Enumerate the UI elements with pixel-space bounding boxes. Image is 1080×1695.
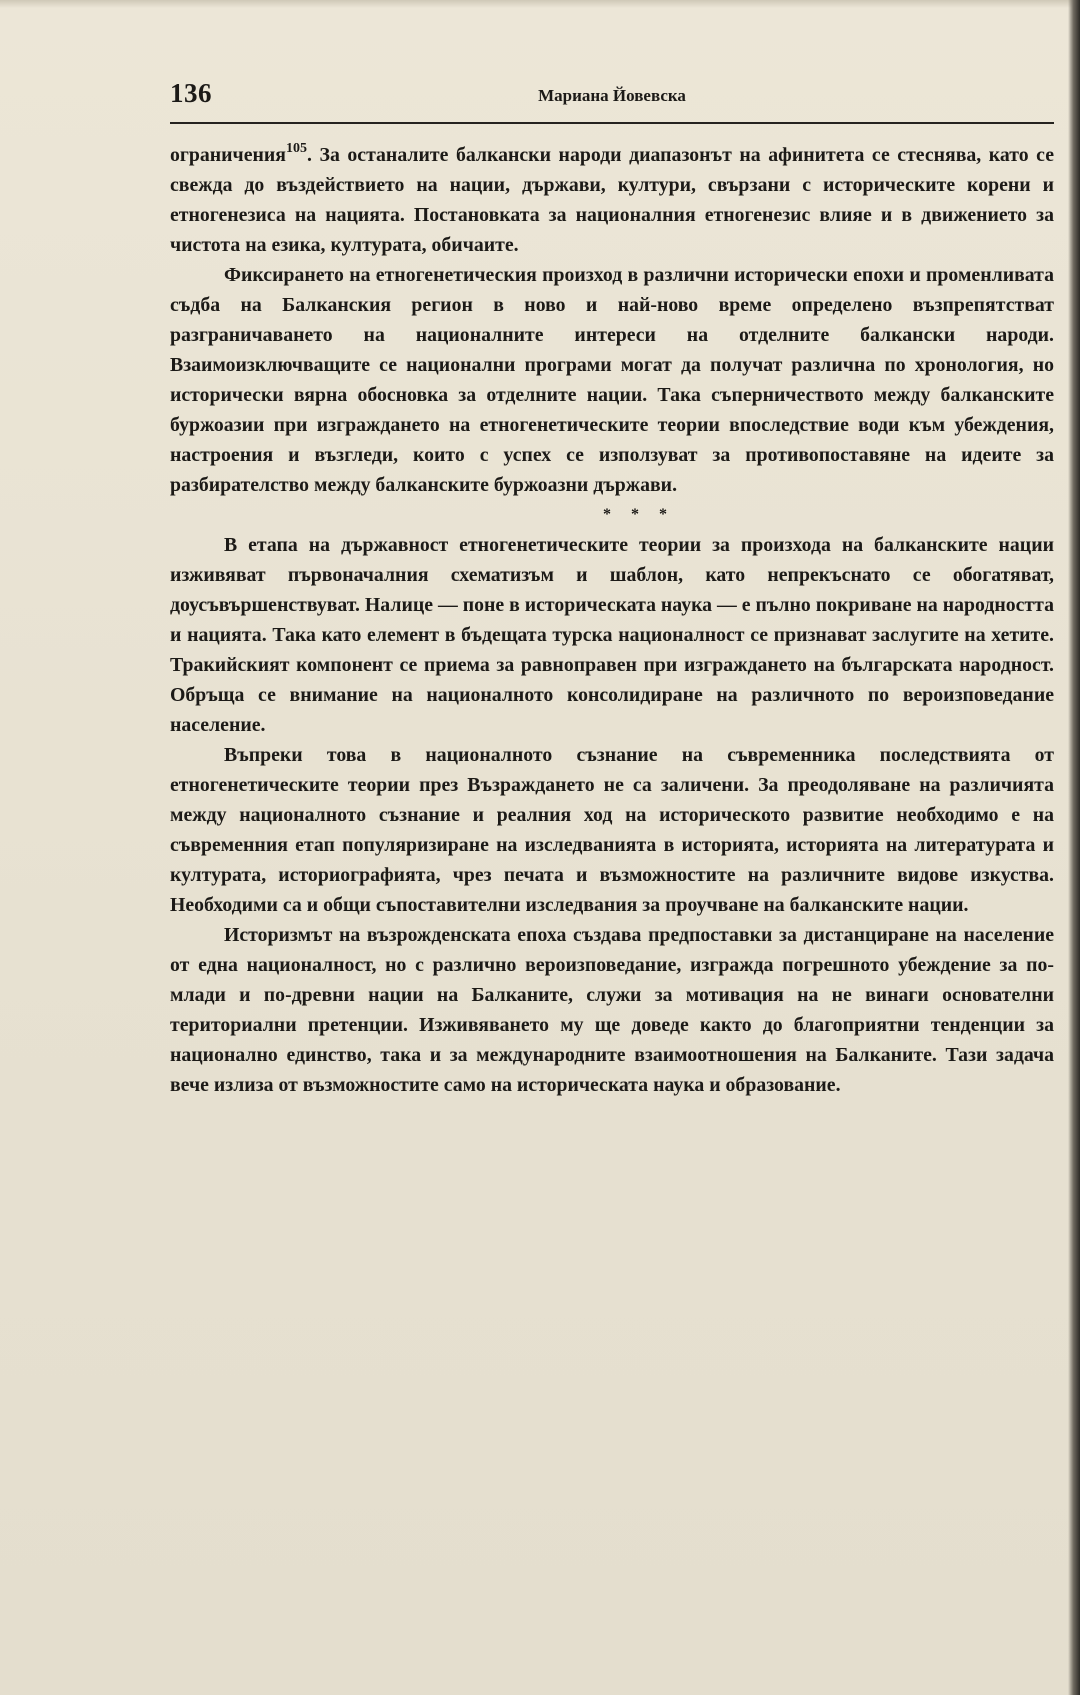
page-top-shadow (0, 0, 1080, 8)
body-text (170, 140, 1054, 1100)
paragraph-5: Историзмът на възрожденската епоха създава предпоставки за дистанциране на население от една националност, но с различно вероизповедание, изгражда погрешното убеждение за по-млади и по-древни нации на Балканите, служи за мотивация на не винаги основателни териториални претенции. Изживяването му ще доведе както до благоприятни тенденции за национално единство, така и за международните взаимоотношения на Балканите. Тази задача вече излиза от възможностите само на историческата наука и образование. (170, 924, 1054, 1096)
paragraph-3: В етапа на държавност етногенетическите теории за произхода на балканските нации изживяват първоначалния схематизъм и шаблон, като непрекъснато се обогатяват, доусъвършенствуват. Налице — поне в историческата наука — е пълно покриване на народността и нацията. Така като елемент в бъдещата турска националност се признават заслугите на хетите. Тракийският компонент се приема за равноправен при изграждането на българската народност. Обръща се внимание на националното консолидиране на различното по вероизповедание население. (170, 534, 1054, 736)
page-header (170, 78, 1054, 118)
section-break-asterism: * * * (603, 506, 675, 523)
running-title: Мариана Йовевска (538, 86, 686, 105)
page-binding-edge (1068, 0, 1080, 1695)
paragraph-2: Фиксирането на етногенетическия произход в различни исторически епохи и променливата съдба на Балканския регион в ново и най-ново време определено възпрепятстват разграничаването на националните интереси на отделните балкански народи. Взаимоизключващите се национални програми могат да получат различна по хронология, но исторически вярна обосновка за отделните нации. Така съперничеството между балканските буржоазии при изграждането на етногенетическите теории впоследствие води към убеждения, настроения и възгледи, които с успех се използуват за противопоставяне на идеите за разбирателство между балканските буржоазни държави. (170, 264, 1054, 496)
paragraph-4: Въпреки това в националното съзнание на съвременника последствията от етногенетическите теории през Възраждането не са заличени. За преодоляване на различията между националното съзнание и реалния ход на историческото развитие необходимо е на съвременния етап популяризиране на изследванията в историята, историята на литературата и културата, историографията, чрез печата и възможностите на различните видове изкуства. Необходими са и общи съпоставителни изследвания за проучване на балканските нации. (170, 744, 1054, 916)
footnote-reference: 105 (286, 141, 307, 156)
paragraph-1-start: ограничения (170, 144, 286, 166)
paragraph-1 (170, 140, 1054, 260)
paragraph-1-rest: . За останалите балкански народи диапазонът на афинитета се стеснява, като се свежда до въздействието на нации, държави, култури, свързани с историческите корени и етногенезиса на нацията. Постановката за националния етногенезис влияе и в движението за чистота на езика, културата, обичаите. (170, 144, 1054, 256)
header-rule (170, 122, 1054, 124)
page-number: 136 (170, 78, 212, 108)
